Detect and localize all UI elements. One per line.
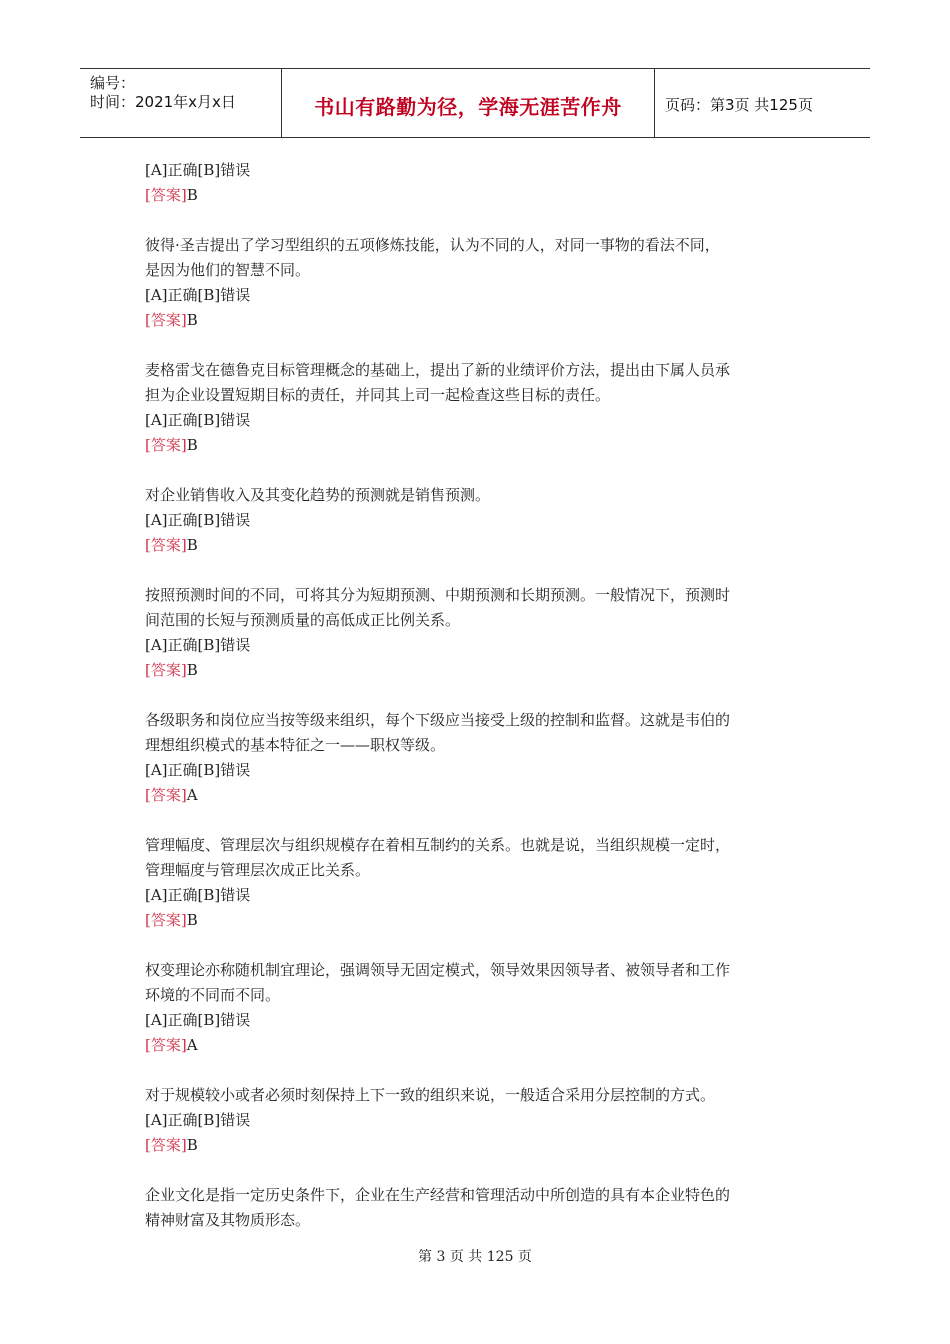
question-answer [145,1133,810,1158]
page-header [80,68,870,138]
question-item [145,708,810,808]
doc-time-label: 时间：2021年x月x日 [90,93,236,111]
answer-tag: [答案] [145,1036,187,1054]
answer-value: A [186,1036,198,1054]
question-answer [145,433,810,458]
question-options: [A]正确[B]错误 [145,886,251,904]
answer-tag: [答案] [145,311,187,329]
question-item [145,158,810,208]
question-options: [A]正确[B]错误 [145,1011,251,1029]
doc-number-label: 编号： [90,74,136,92]
question-text-line: 管理幅度、管理层次与组织规模存在着相互制约的关系。也就是说，当组织规模一定时， [145,836,731,854]
question-answer [145,658,810,683]
question-item [145,1183,810,1233]
question-text-line: 彼得·圣吉提出了学习型组织的五项修炼技能，认为不同的人，对同一事物的看法不同， [145,236,720,254]
question-item [145,958,810,1058]
question-item [145,1083,810,1158]
header-page-info: 页码：第3页 共125页 [665,96,813,114]
question-text-line: 理想组织模式的基本特征之一——职权等级。 [145,736,446,754]
header-motto-cell [282,69,655,137]
question-item [145,358,810,458]
question-text-line: 环境的不同而不同。 [145,986,281,1004]
answer-value: B [186,1136,198,1154]
question-options: [A]正确[B]错误 [145,761,251,779]
question-text-line: 管理幅度与管理层次成正比关系。 [145,861,371,879]
answer-tag: [答案] [145,661,187,679]
question-answer [145,783,810,808]
question-options: [A]正确[B]错误 [145,286,251,304]
question-text-line: 担为企业设置短期目标的责任，并同其上司一起检查这些目标的责任。 [145,386,611,404]
question-text-line: 按照预测时间的不同，可将其分为短期预测、中期预测和长期预测。一般情况下，预测时 [145,586,731,604]
answer-tag: [答案] [145,436,187,454]
question-text-line: 企业文化是指一定历史条件下，企业在生产经营和管理活动中所创造的具有本企业特色的 [145,1186,731,1204]
question-options: [A]正确[B]错误 [145,1111,251,1129]
answer-tag: [答案] [145,536,187,554]
page-footer: 第 3 页 共 125 页 [418,1249,532,1265]
answer-value: B [186,536,198,554]
question-item [145,233,810,333]
answer-value: A [186,786,198,804]
answer-tag: [答案] [145,1136,187,1154]
answer-value: B [186,311,198,329]
answer-tag: [答案] [145,786,187,804]
answer-value: B [186,186,198,204]
answer-value: B [186,661,198,679]
question-item [145,483,810,558]
question-answer [145,533,810,558]
header-page-cell [655,69,870,137]
question-item [145,833,810,933]
question-text-line: 是因为他们的智慧不同。 [145,261,311,279]
question-answer [145,308,810,333]
question-text-line: 精神财富及其物质形态。 [145,1211,311,1229]
question-text-line: 麦格雷戈在德鲁克目标管理概念的基础上，提出了新的业绩评价方法，提出由下属人员承 [145,361,731,379]
question-text-line: 间范围的长短与预测质量的高低成正比例关系。 [145,611,461,629]
answer-tag: [答案] [145,186,187,204]
question-answer [145,1033,810,1058]
question-list [145,158,810,1258]
question-answer [145,908,810,933]
question-options: [A]正确[B]错误 [145,636,251,654]
answer-value: B [186,911,198,929]
answer-tag: [答案] [145,911,187,929]
question-item [145,583,810,683]
question-options: [A]正确[B]错误 [145,511,251,529]
header-motto: 书山有路勤为径，学海无涯苦作舟 [314,95,622,119]
question-options: [A]正确[B]错误 [145,161,251,179]
question-options: [A]正确[B]错误 [145,411,251,429]
question-text-line: 对于规模较小或者必须时刻保持上下一致的组织来说，一般适合采用分层控制的方式。 [145,1086,716,1104]
header-meta-cell [80,69,282,137]
question-text-line: 对企业销售收入及其变化趋势的预测就是销售预测。 [145,486,491,504]
question-answer [145,183,810,208]
answer-value: B [186,436,198,454]
question-text-line: 各级职务和岗位应当按等级来组织，每个下级应当接受上级的控制和监督。这就是韦伯的 [145,711,731,729]
question-text-line: 权变理论亦称随机制宜理论，强调领导无固定模式，领导效果因领导者、被领导者和工作 [145,961,731,979]
